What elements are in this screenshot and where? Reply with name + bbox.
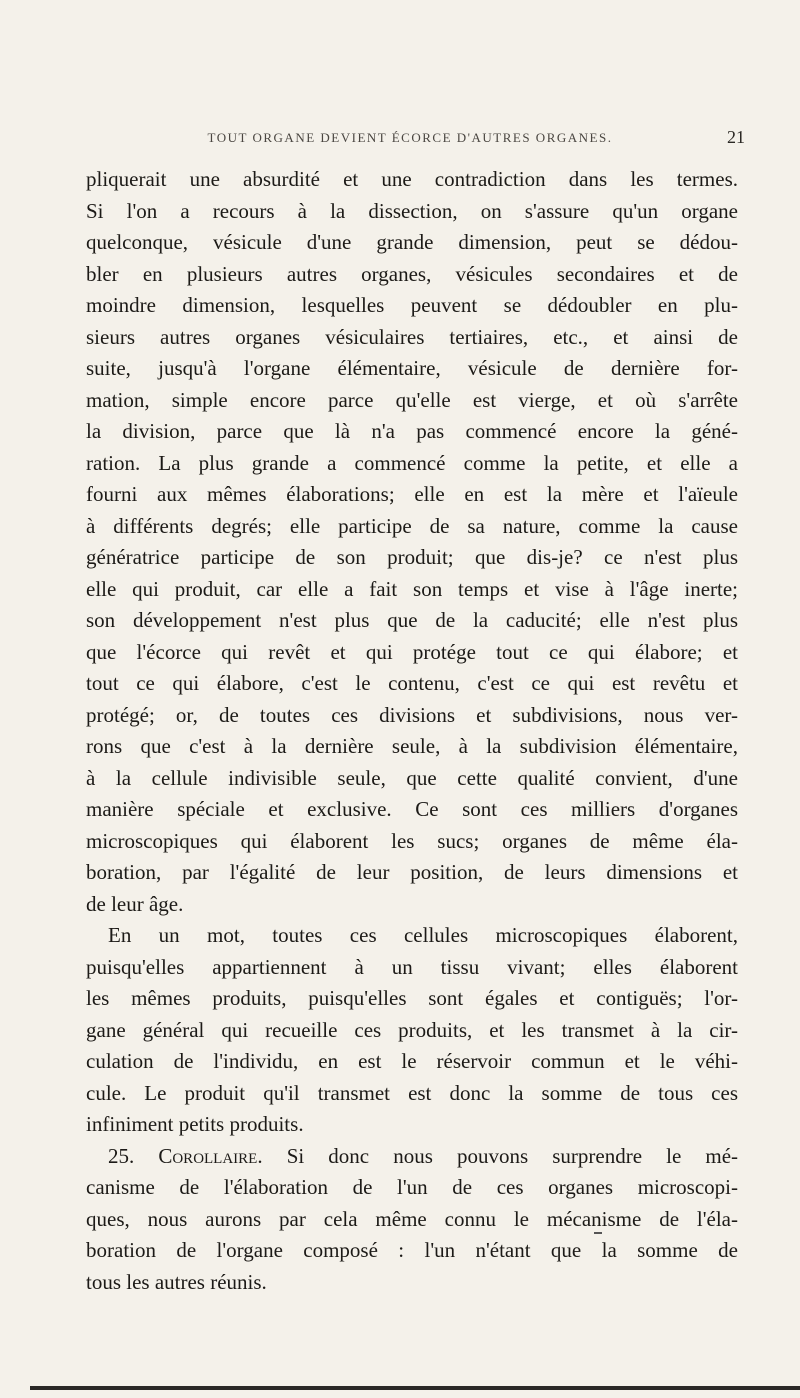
running-title: TOUT ORGANE DEVIENT ÉCORCE D'AUTRES ORGANES. (207, 130, 613, 145)
printer-mark (594, 1232, 602, 1234)
text-line: ques, nous aurons par cela même connu le mécanisme de l'éla- (86, 1206, 738, 1231)
text-line: rons que c'est à la dernière seule, à la subdivision élémentaire, (86, 734, 738, 758)
text-line: à différents degrés; elle participe de sa nature, comme la cause (86, 513, 738, 538)
text-line: infiniment petits produits. (86, 1112, 304, 1136)
text-line: tous les autres réunis. (86, 1269, 267, 1294)
text-line: puisqu'elles appartiennent à un tissu vivant; elles élaborent (86, 954, 738, 979)
text-line (86, 1141, 738, 1173)
bottom-rule (30, 1386, 800, 1390)
text-line: génératrice participe de son produit; que dis-je? ce n'est plus (86, 545, 738, 569)
text-line: boration de l'organe composé : l'un n'étant que la somme de (86, 1238, 738, 1262)
section-number: 25. (108, 1143, 135, 1168)
text-line: Si l'on a recours à la dissection, on s'assure qu'un organe (86, 198, 738, 223)
text-line: elle qui produit, car elle a fait son temps et vise à l'âge inerte; (86, 576, 738, 601)
text-line: moindre dimension, lesquelles peuvent se dédoubler en plu- (86, 293, 738, 317)
section-heading: Corollaire. (158, 1143, 263, 1168)
text-line: la division, parce que là n'a pas commencé encore la géné- (86, 419, 738, 443)
text-line: quelconque, vésicule d'une grande dimension, peut se dédou- (86, 230, 738, 254)
text-line: suite, jusqu'à l'organe élémentaire, vésicule de dernière for- (86, 356, 738, 380)
text-line-rest: Si donc nous pouvons surprendre le mé- (286, 1143, 739, 1168)
text-line: protégé; or, de toutes ces divisions et subdivisions, nous ver- (86, 702, 738, 727)
text-line: à la cellule indivisible seule, que cette qualité convient, d'une (86, 765, 738, 790)
paragraph-2 (86, 920, 738, 1141)
running-head (0, 127, 800, 154)
text-line: ration. La plus grande a commencé comme la petite, et elle a (86, 450, 738, 475)
text-line: que l'écorce qui revêt et qui protége tout ce qui élabore; et (86, 639, 738, 664)
paragraph-3 (86, 1141, 738, 1299)
text-line: mation, simple encore parce qu'elle est vierge, et où s'arrête (86, 387, 738, 412)
text-line: En un mot, toutes ces cellules microscopiques élaborent, (108, 923, 738, 947)
text-line: tout ce qui élabore, c'est le contenu, c'est ce qui est revêtu et (86, 671, 738, 695)
text-line: manière spéciale et exclusive. Ce sont ces milliers d'organes (86, 797, 738, 821)
page-number: 21 (727, 127, 745, 147)
paragraph-1 (86, 164, 738, 920)
text-line: culation de l'individu, en est le réservoir commun et le véhi- (86, 1049, 738, 1073)
text-line: son développement n'est plus que de la caducité; elle n'est plus (86, 608, 738, 632)
text-line: pliquerait une absurdité et une contradiction dans les termes. (86, 167, 738, 191)
text-line: cule. Le produit qu'il transmet est donc la somme de tous ces (86, 1080, 738, 1105)
text-line: sieurs autres organes vésiculaires tertiaires, etc., et ainsi de (86, 324, 738, 349)
paragraph-3-lines (86, 1172, 738, 1298)
body-text (86, 164, 738, 1298)
text-line: gane général qui recueille ces produits, et les transmet à la cir- (86, 1017, 738, 1042)
text-line: les mêmes produits, puisqu'elles sont égales et contiguës; l'or- (86, 986, 738, 1010)
text-line: bler en plusieurs autres organes, vésicules secondaires et de (86, 261, 738, 286)
text-line: canisme de l'élaboration de l'un de ces organes microscopi- (86, 1175, 738, 1199)
text-line: de leur âge. (86, 891, 184, 916)
text-line: boration, par l'égalité de leur position, de leurs dimensions et (86, 860, 738, 884)
text-line: fourni aux mêmes élaborations; elle en est la mère et l'aïeule (86, 482, 738, 506)
text-line: microscopiques qui élaborent les sucs; organes de même éla- (86, 828, 738, 853)
